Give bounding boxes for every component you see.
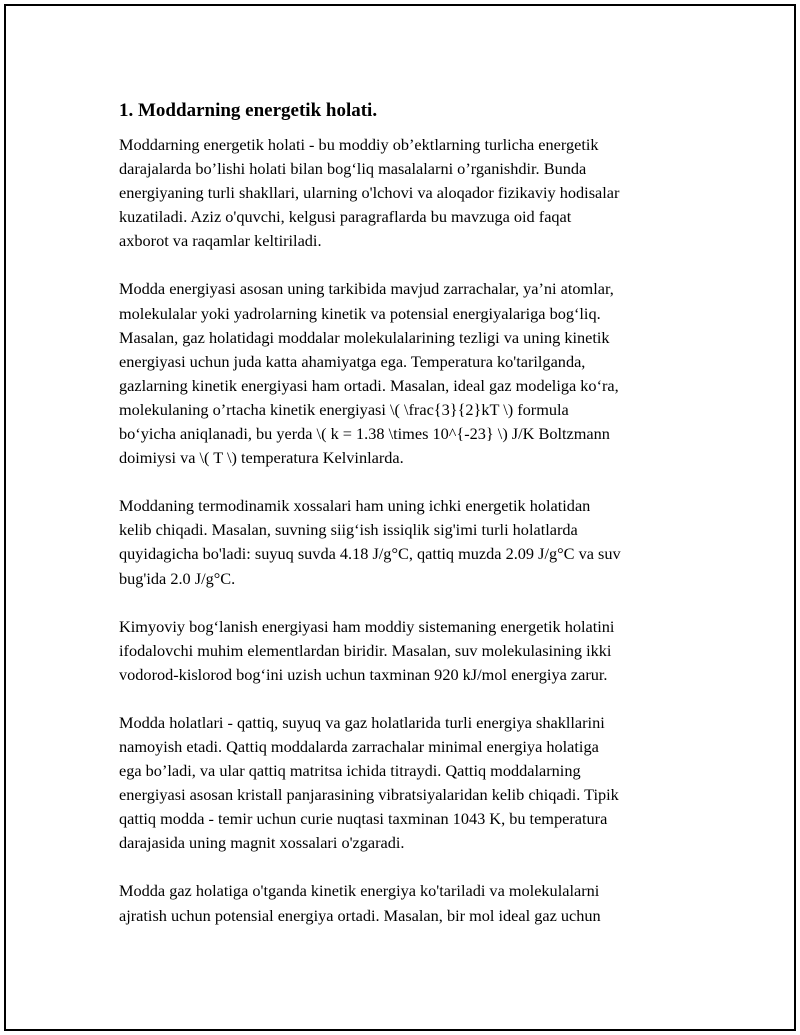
- paragraph-1: [119, 133, 699, 253]
- text-line: Moddaning termodinamik xossalari ham uning ichki energetik holatidan: [119, 496, 591, 516]
- paragraph-3: [119, 494, 699, 590]
- paragraph-4: [119, 615, 699, 687]
- text-line: bug'ida 2.0 J/g°C.: [119, 568, 236, 588]
- text-line: molekulalar yoki yadrolarning kinetik va potensial energiyalariga bog‘liq.: [119, 303, 601, 323]
- text-line: Modda energiyasi asosan uning tarkibida mavjud zarrachalar, ya’ni atomlar,: [119, 279, 614, 299]
- text-line: namoyish etadi. Qattiq moddalarda zarrachalar minimal energiya holatiga: [119, 736, 599, 756]
- paragraph-5: [119, 711, 699, 856]
- text-line: ifodalovchi muhim elementlardan biridir. Masalan, suv molekulasining ikki: [119, 640, 612, 660]
- text-line: energiyaning turli shakllari, ularning o'lchovi va aloqador fizikaviy hodisalar: [119, 183, 620, 203]
- text-line: Modda gaz holatiga o'tganda kinetik energiya ko'tariladi va molekulalarni: [119, 881, 600, 901]
- text-line: vodorod-kislorod bog‘ini uzish uchun taxminan 920 kJ/mol energiya zarur.: [119, 664, 608, 684]
- text-line: energiyasi asosan kristall panjarasining vibratsiyalaridan kelib chiqadi. Tipik: [119, 785, 619, 805]
- text-line: Modda holatlari - qattiq, suyuq va gaz holatlarida turli energiya shakllarini: [119, 712, 605, 732]
- text-line: quyidagicha bo'ladi: suyuq suvda 4.18 J/g°C, qattiq muzda 2.09 J/g°C va suv: [119, 544, 621, 564]
- text-line: gazlarning kinetik energiyasi ham ortadi. Masalan, ideal gaz modeliga ko‘ra,: [119, 375, 619, 395]
- section-heading: 1. Moddarning energetik holati.: [119, 100, 378, 121]
- text-line: energiyasi uchun juda katta ahamiyatga ega. Temperatura ko'tarilganda,: [119, 351, 586, 371]
- paragraph-2: [119, 277, 699, 470]
- text-line: ega bo’ladi, va ular qattiq matritsa ichida titraydi. Qattiq moddalarning: [119, 761, 581, 781]
- text-line: doimiysi va \( T \) temperatura Kelvinlarda.: [119, 448, 404, 468]
- page-frame: [4, 4, 796, 1031]
- text-line: axborot va raqamlar keltiriladi.: [119, 231, 322, 251]
- text-line: bo‘yicha aniqlanadi, bu yerda \( k = 1.38 \times 10^{-23} \) J/K Boltzmann: [119, 424, 610, 444]
- text-line: darajasida uning magnit xossalari o'zgaradi.: [119, 833, 405, 853]
- paragraph-6: [119, 879, 699, 927]
- text-line: Masalan, gaz holatidagi moddalar molekulalarining tezligi va uning kinetik: [119, 327, 610, 347]
- text-line: ajratish uchun potensial energiya ortadi. Masalan, bir mol ideal gaz uchun: [119, 905, 601, 925]
- document-body: [119, 98, 699, 952]
- text-line: Moddarning energetik holati - bu moddiy ob’ektlarning turlicha energetik: [119, 135, 599, 154]
- text-line: qattiq modda - temir uchun curie nuqtasi taxminan 1043 K, bu temperatura: [119, 809, 608, 829]
- text-line: kelib chiqadi. Masalan, suvning siig‘ish issiqlik sig'imi turli holatlarda: [119, 520, 578, 540]
- text-line: darajalarda bo’lishi holati bilan bog‘liq masalalarni o’rganishdir. Bunda: [119, 159, 587, 179]
- text-line: Kimyoviy bog‘lanish energiyasi ham moddiy sistemaning energetik holatini: [119, 616, 615, 636]
- text-line: molekulaning o’rtacha kinetik energiyasi \( \frac{3}{2}kT \) formula: [119, 399, 569, 419]
- text-line: kuzatiladi. Aziz o'quvchi, kelgusi paragraflarda bu mavzuga oid faqat: [119, 207, 572, 227]
